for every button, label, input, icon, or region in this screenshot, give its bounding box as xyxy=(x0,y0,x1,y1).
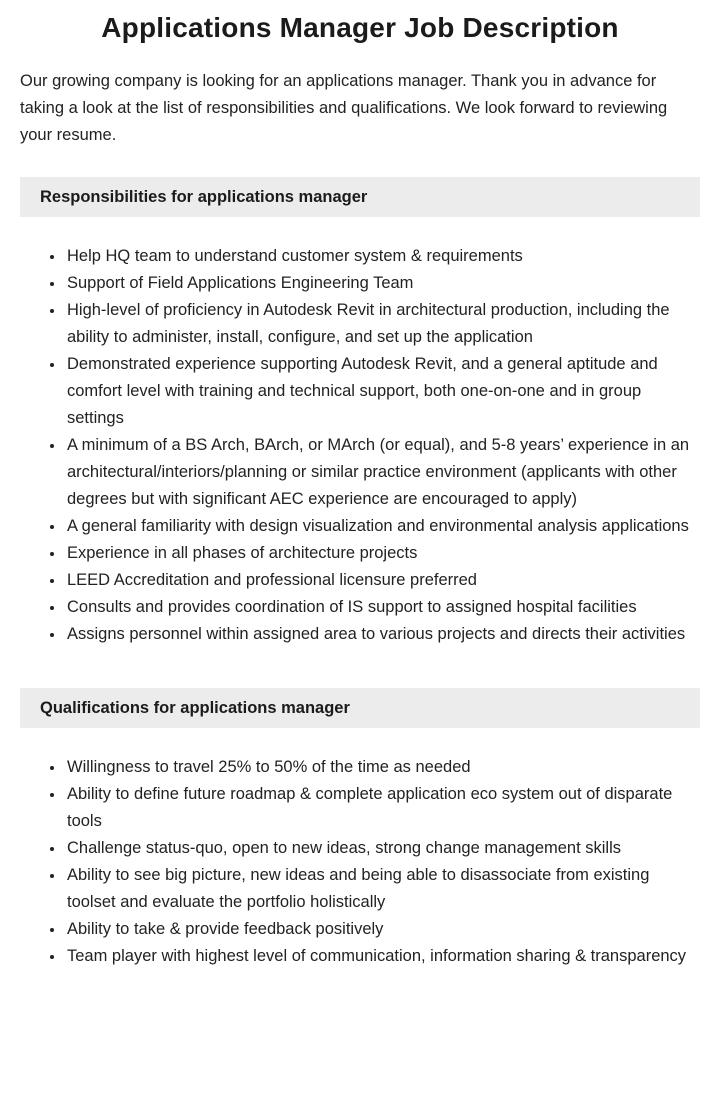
list-item: • Help HQ team to understand customer system & requirements xyxy=(65,243,700,270)
qualifications-section xyxy=(20,688,700,970)
qualifications-list xyxy=(20,754,700,970)
list-item: • Willingness to travel 25% to 50% of the time as needed xyxy=(65,754,700,781)
list-item: • Ability to define future roadmap & complete application eco system out of disparate tools xyxy=(65,781,700,835)
list-item: • Demonstrated experience supporting Autodesk Revit, and a general aptitude and comfort level with training and technical support, both one-on-one and in group settings xyxy=(65,351,700,432)
qualifications-heading: Qualifications for applications manager xyxy=(20,688,700,728)
intro-paragraph: Our growing company is looking for an applications manager. Thank you in advance for taking a look at the list of responsibilities and qualifications. We look forward to reviewing your resume. xyxy=(20,72,668,145)
list-item: • A minimum of a BS Arch, BArch, or MArch (or equal), and 5-8 years’ experience in an architectural/interiors/planning or similar practice environment (applicants with other degrees but with significant AEC experience are encouraged to apply) xyxy=(65,432,700,513)
responsibilities-heading: Responsibilities for applications manager xyxy=(20,177,700,217)
list-item: • Experience in all phases of architecture projects xyxy=(65,540,700,567)
list-item: • Support of Field Applications Engineering Team xyxy=(65,270,700,297)
list-item: • LEED Accreditation and professional licensure preferred xyxy=(65,567,700,594)
list-item: • Assigns personnel within assigned area to various projects and directs their activities xyxy=(65,621,700,648)
list-item: • Ability to see big picture, new ideas and being able to disassociate from existing toolset and evaluate the portfolio holistically xyxy=(65,862,700,916)
responsibilities-list xyxy=(20,243,700,648)
list-item: • Ability to take & provide feedback positively xyxy=(65,916,700,943)
list-item: • Team player with highest level of communication, information sharing & transparency xyxy=(65,943,700,970)
list-item: • Challenge status-quo, open to new ideas, strong change management skills xyxy=(65,835,700,862)
list-item: • Consults and provides coordination of IS support to assigned hospital facilities xyxy=(65,594,700,621)
responsibilities-section xyxy=(20,177,700,648)
page-title: Applications Manager Job Description xyxy=(101,12,619,43)
list-item: • High-level of proficiency in Autodesk Revit in architectural production, including the ability to administer, install, configure, and set up the application xyxy=(65,297,700,351)
list-item: • A general familiarity with design visualization and environmental analysis applications xyxy=(65,513,700,540)
